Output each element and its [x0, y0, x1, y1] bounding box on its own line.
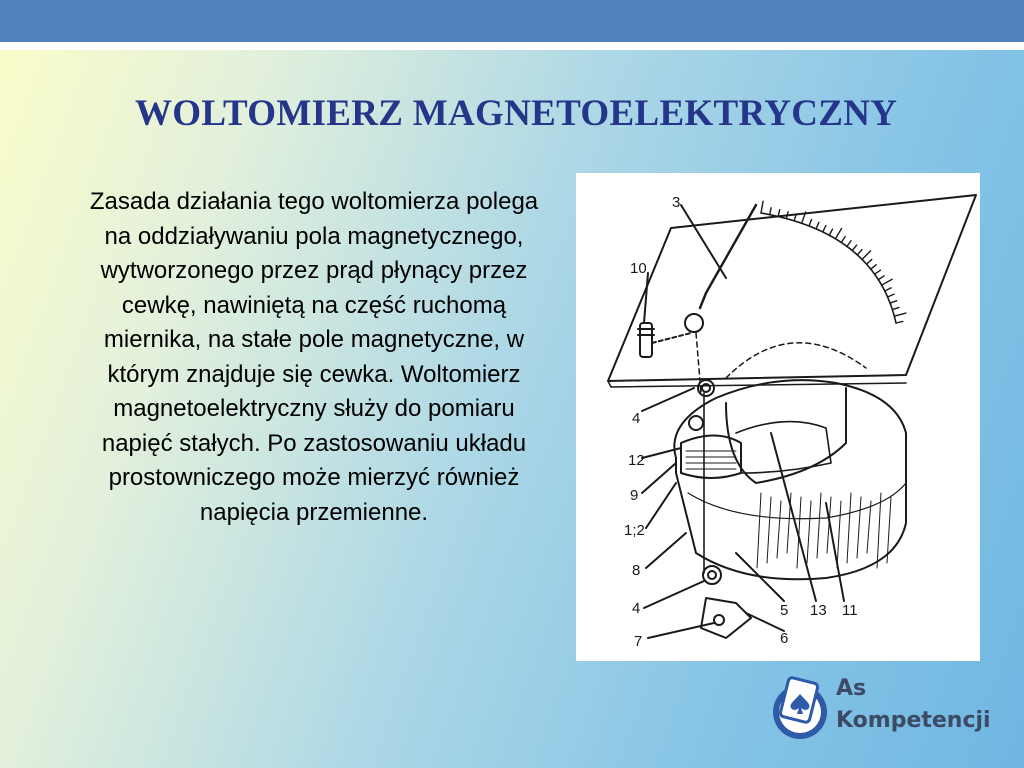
logo-text-line1: As: [836, 676, 867, 701]
top-bar-divider: [0, 42, 1024, 50]
label-8: 8: [632, 562, 641, 579]
pointer: [700, 205, 756, 308]
lower-spring: [703, 566, 721, 584]
spade-card-icon: [770, 674, 830, 746]
slide-title: WOLTOMIERZ MAGNETOELEKTRYCZNY: [135, 93, 898, 134]
label-10: 10: [630, 260, 647, 277]
permanent-magnet: [674, 380, 906, 579]
label-7: 7: [634, 633, 643, 650]
voltmeter-drawing: [576, 173, 980, 661]
lower-bearing: [701, 598, 751, 638]
label-4-upper: 4: [632, 410, 641, 427]
as-kompetencji-logo: [770, 670, 1010, 750]
logo-text-line2: Kompetencji: [836, 708, 991, 733]
label-1-2: 1;2: [624, 522, 645, 539]
label-5: 5: [780, 602, 789, 619]
top-bar: [0, 0, 1024, 42]
label-3: 3: [672, 194, 681, 211]
label-4-lower: 4: [632, 600, 641, 617]
scale-plate: [608, 195, 976, 381]
voltmeter-diagram: [576, 173, 980, 661]
slide-body-text: Zasada działania tego woltomierza polega na oddziaływaniu pola magnetycznego, wytworzonego przez prąd płynący przez cewkę, nawiniętą na część ruchomą miernika, na stałe pole magnetyczne, w którym znajduje się cewka. Woltomierz magnetoelektryczny służy do pomiaru napięć stałych. Po zastosowaniu układu prostowniczego może mierzyć również napięcia przemienne.: [89, 188, 539, 526]
pointer-pivot: [685, 314, 703, 332]
label-9: 9: [630, 487, 639, 504]
label-6: 6: [780, 630, 789, 647]
label-12: 12: [628, 452, 645, 469]
label-13: 13: [810, 602, 827, 619]
label-11: 11: [842, 602, 858, 619]
